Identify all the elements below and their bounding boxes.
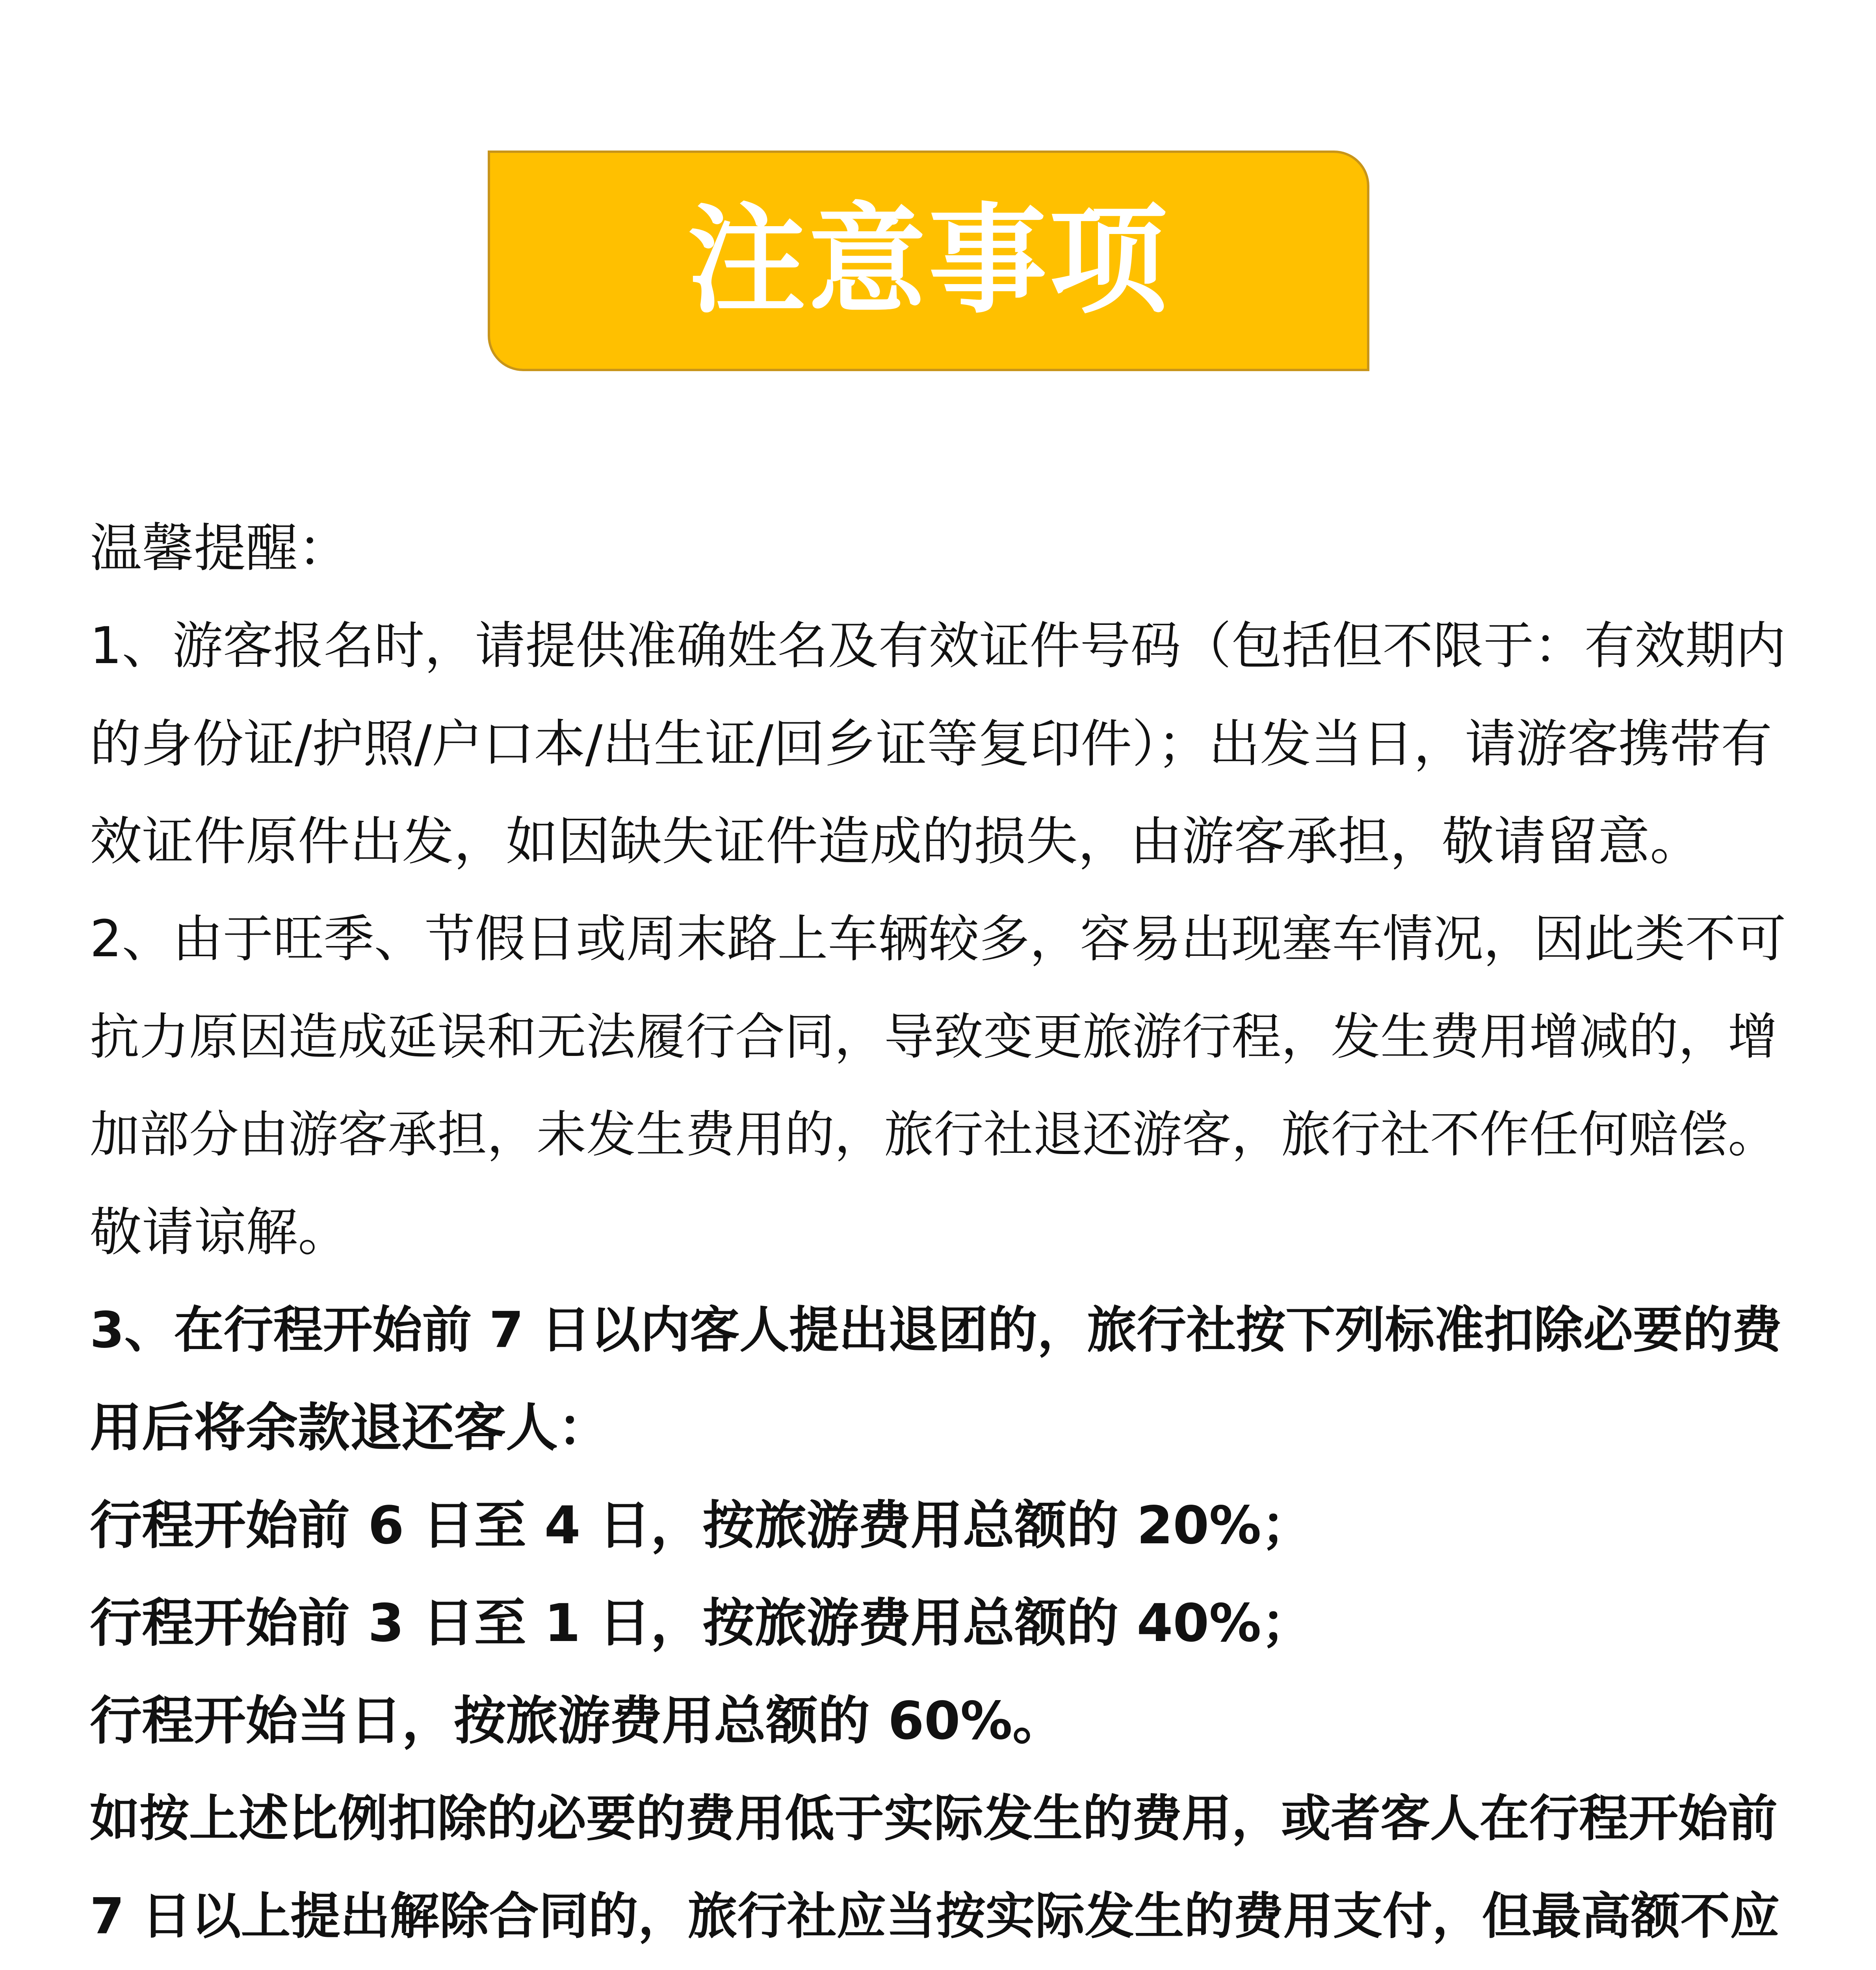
notice-line: 3、在行程开始前 7 日以内客人提出退团的，旅行社按下列标准扣除必要的费: [90, 1301, 1782, 1359]
notice-line: 效证件原件出发，如因缺失证件造成的损失，由游客承担，敬请留意。: [90, 811, 1702, 872]
notice-line: 抗力原因造成延误和无法履行合同，导致变更旅游行程，发生费用增减的，增: [90, 1008, 1778, 1066]
notice-line: 用后将余款退还客人：: [90, 1398, 610, 1458]
notice-body: [90, 500, 1796, 1970]
notice-line: 2、由于旺季、节假日或周末路上车辆较多，容易出现塞车情况，因此类不可: [90, 910, 1786, 968]
notice-line: 7 日以上提出解除合同的，旅行社应当按实际发生的费用支付，但最高额不应: [90, 1887, 1780, 1945]
notice-line: 1、游客报名时，请提供准确姓名及有效证件号码（包括但不限于：有效期内: [90, 617, 1786, 675]
notice-line: 加部分由游客承担，未发生费用的，旅行社退还游客，旅行社不作任何赔偿。: [90, 1106, 1778, 1163]
notice-heading: 温馨提醒：: [90, 518, 350, 579]
notice-line: 行程开始前 6 日至 4 日，按旅游费用总额的 20%；: [90, 1495, 1313, 1556]
notice-line: 如按上述比例扣除的必要的费用低于实际发生的费用，或者客人在行程开始前: [90, 1790, 1778, 1847]
page-title: 注意事项: [687, 192, 1170, 329]
notice-line: 行程开始前 3 日至 1 日，按旅游费用总额的 40%；: [90, 1593, 1313, 1654]
notice-line: 的身份证/护照/户口本/出生证/回乡证等复印件）；出发当日，请游客携带有: [90, 714, 1772, 774]
notice-line: 行程开始当日，按旅游费用总额的 60%。: [90, 1691, 1064, 1751]
notice-line: [90, 1965, 1796, 1970]
notice-line: 敬请谅解。: [90, 1202, 350, 1263]
notice-lines: [90, 597, 1796, 1970]
title-banner: [488, 151, 1369, 371]
